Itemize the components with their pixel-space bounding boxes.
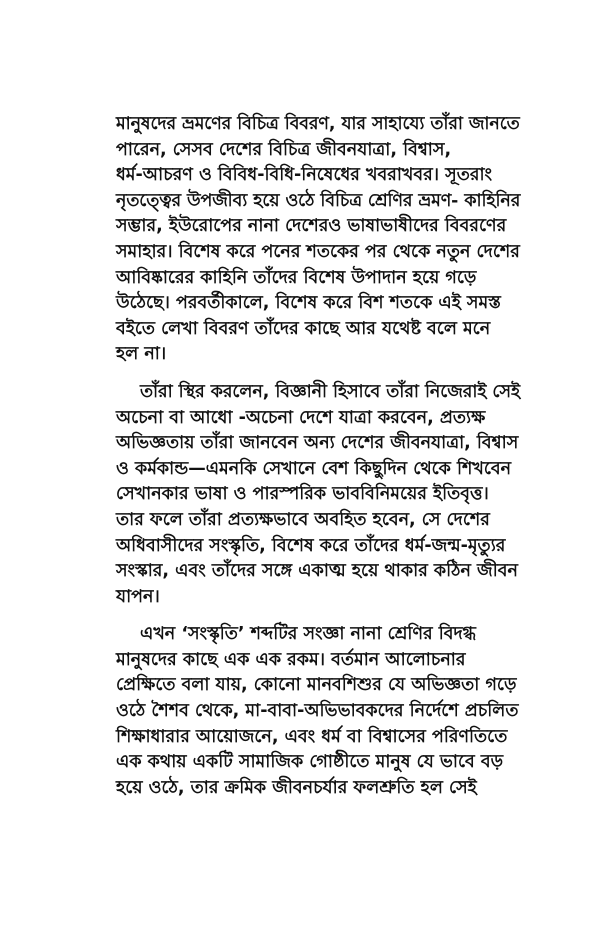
text-line: সংস্কার, এবং তাঁদের সঙ্গে একাত্ম হয়ে থাকার কঠিন জীবন [116, 561, 518, 582]
text-line: ধর্ম-আচরণ ও বিবিধ-বিধি-নিষেধের খবরাখবর। সূতরাং [116, 165, 493, 186]
text-line: সম্ভার, ইউরোপের নানা দেশেরও ভাষাভাষীদের বিবরণের [116, 216, 507, 237]
text-line: এখন ‘সংস্কৃতি’ শব্দটির সংজ্ঞা নানা শ্রেণির বিদগ্ধ [140, 624, 476, 645]
text-line: ওঠে শৈশব থেকে, মা-বাবা-অভিভাবকদের নির্দেশে প্রচলিত [116, 701, 519, 722]
text-line: উঠেছে। পরবর্তীকালে, বিশেষ করে বিশ শতকে এই সমস্ত [116, 293, 501, 314]
text-line: এক কথায় একটি সামাজিক গোষ্ঠীতে মানুষ যে ভাবে বড় [116, 752, 504, 773]
text-line: নৃতত্ত্বের উপজীব্য হয়ে ওঠে বিচিত্র শ্রেণির ভ্রমণ- কাহিনির [116, 190, 521, 211]
text-line: অভিজ্ঞতায় তাঁরা জানবেন অন্য দেশের জীবনযাত্রা, বিশ্বাস [116, 433, 519, 454]
text-line: পারেন, সেসব দেশের বিচিত্র জীবনযাত্রা, বিশ্বাস, [116, 139, 452, 160]
text-line: আবিষ্কারের কাহিনি তাঁদের বিশেষ উপাদান হয়ে গড়ে [116, 267, 477, 288]
text-line: তার ফলে তাঁরা প্রত্যক্ষভাবে অবহিত হবেন, সে দেশের [116, 509, 490, 530]
text-line: হয়ে ওঠে, তার ক্রমিক জীবনচর্যার ফলশ্রুতি হল সেই [116, 777, 477, 798]
text-line: অধিবাসীদের সংস্কৃতি, বিশেষ করে তাঁদের ধর্ম-জন্ম-মৃত্যুর [116, 535, 506, 556]
paragraph-1 [116, 112, 520, 368]
text-line: সেখানকার ভাষা ও পারস্পরিক ভাববিনিময়ের ইতিবৃত্ত। [116, 484, 489, 505]
text-line: তাঁরা স্থির করলেন, বিজ্ঞানী হিসাবে তাঁরা নিজেরাই সেই [140, 381, 520, 402]
text-line: হল না। [116, 344, 167, 365]
text-line: ও কর্মকান্ড—এমনকি সেখানে বেশ কিছুদিন থেকে শিখবেন [116, 458, 512, 479]
paragraph-2 [116, 380, 520, 610]
text-line: যাপন। [116, 586, 160, 607]
text-line: অচেনা বা আধো -অচেনা দেশে যাত্রা করবেন, প্রত্যক্ষ [116, 407, 486, 428]
text-line: প্রেক্ষিতে বলা যায়, কোনো মানবশিশুর যে অভিজ্ঞতা গড়ে [116, 675, 517, 696]
text-line: বইতে লেখা বিবরণ তাঁদের কাছে আর যথেষ্ট বলে মনে [116, 318, 491, 339]
body-text [116, 112, 520, 813]
text-line: সমাহার। বিশেষ করে পনের শতকের পর থেকে নতুন দেশের [116, 241, 520, 262]
text-line: শিক্ষাধারার আয়োজনে, এবং ধর্ম বা বিশ্বাসের পরিণতিতে [116, 726, 508, 747]
paragraph-3 [116, 622, 520, 801]
text-line: মানুষদের ভ্রমণের বিচিত্র বিবরণ, যার সাহায্যে তাঁরা জানতে [116, 114, 520, 134]
text-line: মানুষদের কাছে এক এক রকম। বর্তমান আলোচনার [116, 649, 466, 670]
